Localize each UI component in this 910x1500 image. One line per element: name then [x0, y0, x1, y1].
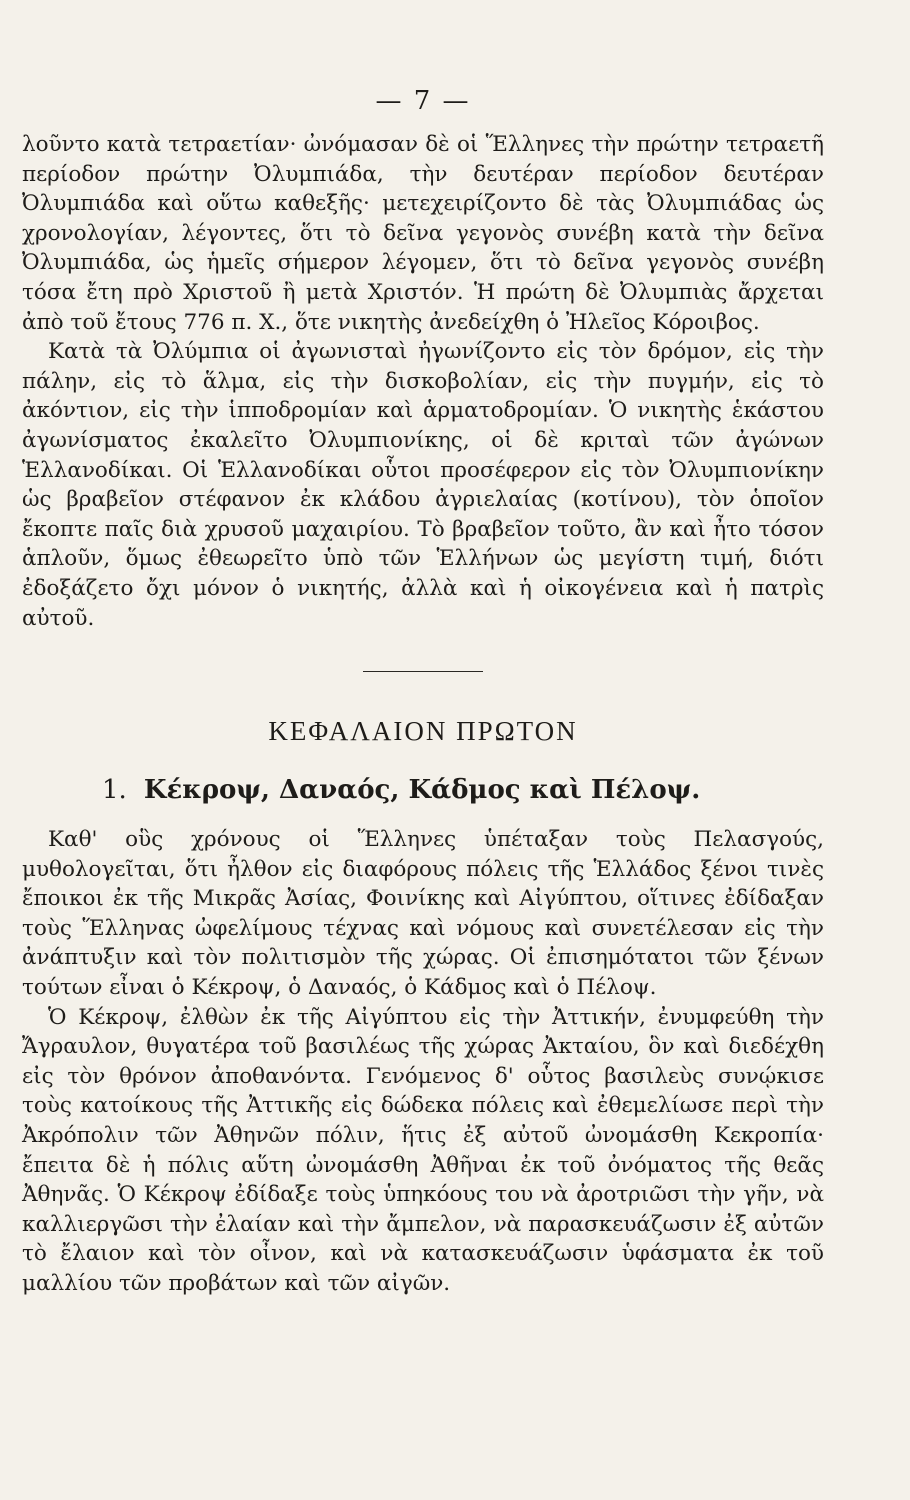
chapter-title: ΚΕΦΑΛΑΙΟΝ ΠΡΩΤΟΝ	[268, 716, 578, 747]
paragraph-kekrops: Ὁ Κέκροψ, ἐλθὼν ἐκ τῆς Αἰγύπτου εἰς τὴν Ἀττικήν, ἐνυμφεύθη τὴν Ἄγραυλον, θυγατέρα τοῦ βασιλέως τῆς χώρας Ἀκταίου, ὃν καὶ διεδέχθη εἰς τὸν θρόνον ἀποθανόντα. Γενόμενος δ' οὗτος βασιλεὺς συνῴκισε τοὺς κατοίκους τῆς Ἀττικῆς εἰς δώδεκα πόλεις καὶ ἐθεμελίωσε περὶ τὴν Ἀκρόπολιν τῶν Ἀθηνῶν πόλιν, ἥτις ἐξ αὐτοῦ ὠνομάσθη Κεκροπία· ἔπειτα δὲ ἡ πόλις αὕτη ὠνομάσθη Ἀθῆναι ἐκ τοῦ ὀνόματος τῆς θεᾶς Ἀθηνᾶς. Ὁ Κέκροψ ἐδίδαξε τοὺς ὑπηκόους του νὰ ἀροτριῶσι τὴν γῆν, νὰ καλλιεργῶσι τὴν ἐλαίαν καὶ τὴν ἄμπελον, νὰ παρασκευάζωσιν ἐξ αὐτῶν τὸ ἔλαιον καὶ τὸν οἶνον, καὶ νὰ κατασκευάζωσιν ὑφάσματα ἐκ τοῦ μαλλίου τῶν προβάτων καὶ τῶν αἰγῶν.	[22, 1004, 824, 1296]
page-number: — 7 —	[375, 86, 471, 116]
paragraph-olympiads: λοῦντο κατὰ τετραετίαν· ὠνόμασαν δὲ οἱ Ἕλληνες τὴν πρώτην τετραετῆ περίοδον πρώτην Ὀλυμπιάδα, τὴν δευτέραν περίοδον δευτέραν Ὀλυμπιάδα καὶ οὕτω καθεξῆς· μετεχειρίζοντο δὲ τὰς Ὀλυμπιάδας ὡς χρονολογίαν, λέγοντες, ὅτι τὸ δεῖνα γεγονὸς συνέβη κατὰ τὴν δεῖνα Ὀλυμπιάδα, ὡς ἡμεῖς σήμερον λέγομεν, ὅτι τὸ δεῖνα γεγονὸς συνέβη τόσα ἔτη πρὸ Χριστοῦ ἢ μετὰ Χριστόν. Ἡ πρώτη δὲ Ὀλυμπιὰς ἄρχεται ἀπὸ τοῦ ἔτους 776 π. Χ., ὅτε νικητὴς ἀνεδείχθη ὁ Ἠλεῖος Κόροιβος.	[22, 132, 824, 335]
section-divider	[363, 671, 483, 672]
paragraph-foreign-settlers: Καθ' οὓς χρόνους οἱ Ἕλληνες ὑπέταξαν τοὺς Πελασγούς, μυθολογεῖται, ὅτι ἦλθον εἰς διαφόρους πόλεις τῆς Ἑλλάδος ξένοι τινὲς ἔποικοι ἐκ τῆς Μικρᾶς Ἀσίας, Φοινίκης καὶ Αἰγύπτου, οἵτινες ἐδίδαξαν τοὺς Ἕλληνας ὠφελίμους τέχνας καὶ νόμους καὶ συνετέλεσαν εἰς τὴν ἀνάπτυξιν καὶ τὸν πολιτισμὸν τῆς χώρας. Οἱ ἐπισημότατοι τῶν ξένων τούτων εἶναι ὁ Κέκροψ, ὁ Δαναός, ὁ Κάδμος καὶ ὁ Πέλοψ.	[22, 827, 824, 1001]
paragraph-olympic-games: Κατὰ τὰ Ὀλύμπια οἱ ἀγωνισταὶ ἠγωνίζοντο εἰς τὸν δρόμον, εἰς τὴν πάλην, εἰς τὸ ἅλμα, εἰς τὴν δισκοβολίαν, εἰς τὴν πυγμήν, εἰς τὸ ἀκόντιον, εἰς τὴν ἱπποδρομίαν καὶ ἁρματοδρομίαν. Ὁ νικητὴς ἑκάστου ἀγωνίσματος ἐκαλεῖτο Ὀλυμπιονίκης, οἱ δὲ κριταὶ τῶν ἀγώνων Ἑλλανοδίκαι. Οἱ Ἑλλανοδίκαι οὗτοι προσέφερον εἰς τὸν Ὀλυμπιονίκην ὡς βραβεῖον στέφανον ἐκ κλάδου ἀγριελαίας (κοτίνου), τὸν ὁποῖον ἔκοπτε παῖς διὰ χρυσοῦ μαχαιρίου. Τὸ βραβεῖον τοῦτο, ἂν καὶ ἦτο τόσον ἁπλοῦν, ὅμως ἐθεωρεῖτο ὑπὸ τῶν Ἑλλήνων ὡς μεγίστη τιμή, διότι ἐδοξάζετο ὄχι μόνον ὁ νικητής, ἀλλὰ καὶ ἡ οἰκογένεια καὶ ἡ πατρὶς αὐτοῦ.	[22, 339, 824, 631]
section-number: 1.	[102, 775, 127, 806]
section-heading	[102, 775, 824, 805]
section-title: Κέκροψ, Δαναός, Κάδμος καὶ Πέλοψ.	[143, 775, 701, 806]
